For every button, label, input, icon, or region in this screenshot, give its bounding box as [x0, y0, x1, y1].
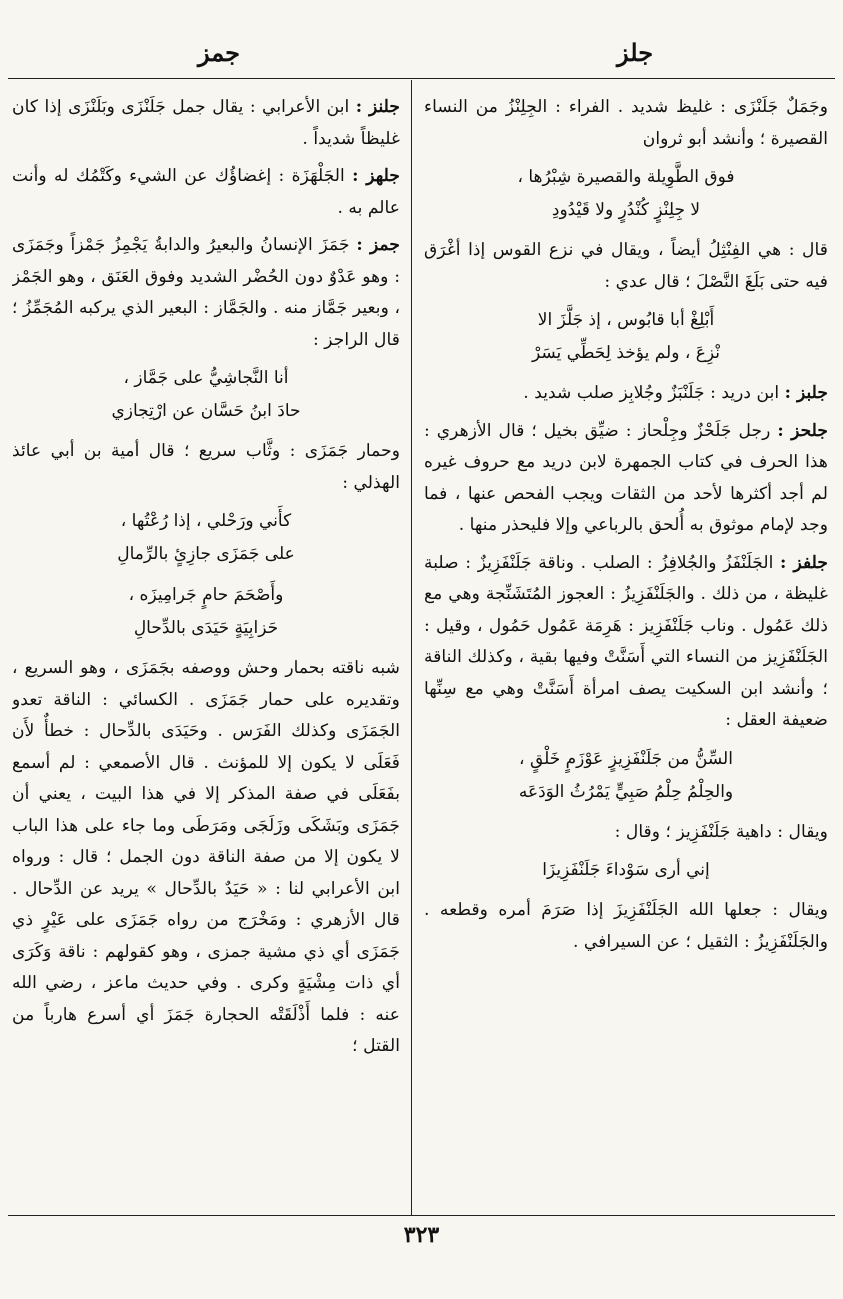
dictionary-entry [12, 92, 400, 155]
bottom-rule [8, 1215, 835, 1216]
verse-line: إني أرى سَوْداءَ جَلَنْفَزِيزَا [542, 860, 710, 880]
top-rule [8, 78, 835, 79]
verse-line: حَزابِيَةٍ حَيَدَى بالدِّحالِ [133, 618, 279, 638]
verse-block [12, 362, 400, 428]
verse-line: كأَني ورَحْلي ، إذا رُعْتُها ، [120, 511, 292, 531]
dictionary-entry [424, 817, 828, 849]
header-word-left: جمز [198, 38, 240, 67]
dictionary-entry [424, 235, 828, 298]
verse-line: على جَمَزَى جازِئٍ بالرِّمالِ [117, 544, 295, 564]
verse-block [12, 505, 400, 571]
page-header [0, 30, 843, 70]
verse-line: فوق الطَّوِيلة والقصيرة شِبْرُها ، [517, 167, 735, 187]
column-divider [411, 80, 412, 1215]
verse-block [12, 579, 400, 645]
dictionary-entry [424, 548, 828, 737]
entry-text: قال : هي الفِنْثِلُ أيضاً ، ويقال في نزع القوس إذا أغْرَق فيه حتى بَلَغَ النَّصْلَ ؛ قال عدي : [424, 240, 828, 292]
entry-text: شبه ناقته بحمار وحش ووصفه بجَمَزَى ، وهو السريع ، وتقديره على حمار جَمَزَى . الكسائي : الناقة تعدو الجَمَزَى وكذلك الفَرَس . وحَيَدَى بالدِّحال : خطأٌ لأَن فَعَلَى لا يكون إلا للمؤنث . قال الأصمعي : لم أسمع بفَعَلَى في صفة المذكر إلا في هذا البيت ، يعني أن جَمَزَى وبَشَكَى وزَلَجَى ومَرَطَى وما جاء على هذا الباب لا يكون إلا من صفة الناقة دون الجمل ؛ قال : ورواه ابن الأعرابي لنا : « حَيَدٌ بالدِّحال » يريد عن الدِّحال . قال الأزهري : ومَخْرَج من رواه جَمَزَى على عَيْرٍ ذي جَمَزَى أي ذي مشية جمزى ، وهو كقولهم : ناقة وَكَرَى أي ذات مِشْيَةٍ وكرى . وفي حديث ماعز ، رضي الله عنه : فلما أَذْلَقَتْه الحجارة جَمَزَ أي أسرع هارباً من القتل ؛ [12, 658, 400, 1056]
verse-line: لا جِلِنْزٍ كُنْدُرٍ ولا قَيْدُودِ [551, 200, 701, 220]
entry-text: وحمار جَمَزَى : وثَّاب سريع ؛ قال أمية بن أبي عائذ الهذلي : [12, 441, 400, 493]
entry-text: ويقال : جعلها الله الجَلَنْفَزِيزَ إذا صَرَمَ أمره وقطعه . والجَلَنْفَزِيزُ : الثقيل ؛ عن السيرافي . [424, 900, 828, 952]
verse-line: أنا النَّجاشِيُّ على جَمَّاز ، [123, 368, 289, 388]
dictionary-entry [12, 436, 400, 499]
entry-headword: جلحز : [777, 420, 828, 441]
header-word-right: جلز [617, 38, 654, 67]
dictionary-entry [12, 653, 400, 1063]
entry-text: الجَلْهَزَة : إغضاؤُك عن الشيء وكَتْمُك له وأنت عالم به . [12, 166, 400, 218]
right-column [424, 92, 828, 1210]
left-column [12, 92, 400, 1210]
dictionary-entry [424, 378, 828, 410]
verse-block [424, 743, 828, 809]
entry-text: الجَلَنْفَزُ والجُلافِزُ : الصلب . وناقة جَلَنْفَزِيزٌ : صلبة غليظة ، من ذلك . والجَلَنْفَزِيزُ : العجوز المُتَشَنِّجة وهي مع ذلك عَمُول . وناب جَلَنْفَزِيز : هَرِمَة عَمُول حَمُول ، وقيل : الجَلَنْفَزِيز من النساء التي أَسَنَّتْ وفيها بقية ، وكذلك الناقة ؛ وأنشد ابن السكيت يصف امرأة أَسَنَّتْ وهي مع سِنِّها ضعيفة العقل : [424, 552, 828, 730]
dictionary-entry [12, 161, 400, 224]
verse-line: نْزِعَ ، ولم يؤخذ لِحَطِّي يَسَرْ [532, 343, 720, 363]
page-number: ٣٢٣ [403, 1222, 440, 1248]
verse-line: السِّنُّ من جَلَنْفَزِيزٍ عَوْزَمٍ خَلْقٍ ، [519, 748, 733, 769]
dictionary-entry [424, 416, 828, 542]
entry-text: رجل جَلَحْزٌ وجِلْحاز : ضيِّق بخيل ؛ قال الأزهري : هذا الحرف في كتاب الجمهرة لابن دريد مع حروف غيره لم أجد أكثرها لأحد من الثقات ويجب الفحص عنها ، فما وجد لإمام موثوق به أُلحق بالرباعي وإلا فليحذر منها . [424, 420, 828, 535]
dictionary-entry [424, 895, 828, 958]
entry-text: جَمَزَ الإنسانُ والبعيرُ والدابةُ يَجْمِزُ جَمْزاً وجَمَزَى : وهو عَدْوٌ دون الحُضْر الشديد وفوق العَنَق ، وهو الجَمْز ، وبعير جَمَّاز منه . والجَمَّاز : البعير الذي يركبه المُجَمِّزُ ؛ قال الراجز : [12, 235, 400, 350]
entry-headword: جلنز : [355, 97, 400, 117]
verse-line: أَبْلِغْ أبا قابُوس ، إذ جَلَّزَ الا [537, 310, 715, 330]
entry-text: ابن الأعرابي : يقال جمل جَلَنْزَى وبَلَنْزَى إذا كان غليظاً شديداً . [12, 97, 400, 149]
entry-headword: جلفز : [780, 552, 828, 573]
verse-block [424, 854, 828, 887]
verse-line: والحِلْمُ حِلْمُ صَبِيٍّ يَمْرُثُ الوَدَعَه [518, 781, 734, 802]
entry-headword: جلهز : [352, 166, 400, 186]
verse-block [424, 304, 828, 370]
entry-text: ويقال : داهية جَلَنْفَزِيز ؛ وقال : [614, 821, 828, 842]
entry-text: ابن دريد : جَلَنْبَزٌ وجُلابِز صلب شديد . [523, 383, 780, 403]
dictionary-entry [424, 92, 828, 155]
entry-headword: جمز : [356, 235, 400, 255]
dictionary-entry [12, 230, 400, 356]
entry-text: وجَمَلٌ جَلَنْزَى : غليظ شديد . الفراء : الجِلِنْزُ من النساء القصيرة ؛ وأنشد أبو ثروان [424, 97, 828, 149]
verse-line: وأَصْحَمَ حامٍ جَرامِيزَه ، [128, 585, 284, 605]
verse-block [424, 161, 828, 227]
entry-headword: جلبز : [784, 383, 828, 403]
verse-line: حادَ ابنُ حَسَّان عن ارْتِجازي [111, 401, 301, 421]
